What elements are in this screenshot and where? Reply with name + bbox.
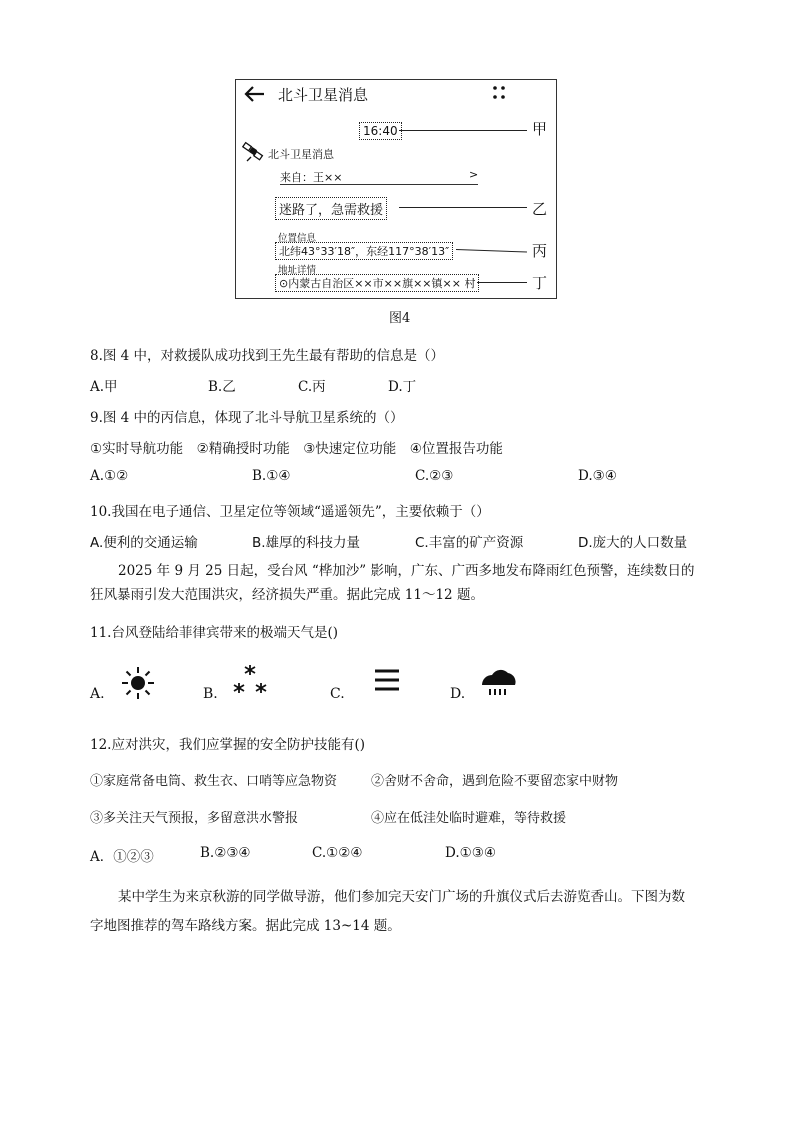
satellite-icon [242, 141, 266, 167]
q12-choice-1: ①家庭常备电筒、救生衣、口哨等应急物资 [90, 774, 338, 789]
q8-option-a[interactable]: A.甲 [90, 379, 118, 395]
sender-underline [280, 184, 478, 185]
back-arrow-icon[interactable] [244, 84, 266, 108]
q9-option-c[interactable]: C.②③ [415, 468, 454, 484]
q12-choice-2: ②舍财不舍命，遇到危险不要留恋家中财物 [371, 774, 619, 789]
callout-yi: 乙 [532, 200, 548, 218]
q11-option-c-label: C. [330, 686, 345, 702]
q12-stem: 12.应对洪灾，我们应掌握的安全防护技能有() [90, 737, 366, 753]
sender-label: 来自：王×× [280, 171, 343, 184]
q11-stem: 11.台风登陆给菲律宾带来的极端天气是() [90, 625, 339, 641]
message-time: 16:40 [359, 122, 402, 140]
figure-caption: 图4 [389, 311, 411, 326]
q12-choice-4: ④应在低洼处临时避难，等待救援 [371, 811, 567, 826]
figure-4-phone-screen [235, 79, 557, 299]
q10-option-d[interactable]: D.庞大的人口数量 [578, 535, 688, 551]
callout-ding: 丁 [532, 274, 548, 292]
callout-bing: 丙 [532, 242, 548, 260]
rain-icon [478, 665, 518, 701]
q12-choice-3: ③多关注天气预报，多留意洪水警报 [90, 811, 299, 826]
address-value: 内蒙古自治区××市××旗××镇×× 村 [288, 277, 476, 290]
snow-icon [230, 663, 270, 699]
sender-chevron-icon[interactable]: > [469, 168, 479, 181]
q10-option-a[interactable]: A.便利的交通运输 [90, 535, 198, 551]
callout-line-ding [477, 282, 527, 283]
passage1-line1: 2025 年 9 月 25 日起，受台风 “桦加沙” 影响，广东、广西多地发布降雨红色预警，连续数日的 [118, 563, 695, 579]
q8-option-c[interactable]: C.丙 [298, 379, 326, 395]
passage2-line1: 某中学生为来京秋游的同学做导游，他们参加完天安门广场的升旗仪式后去游览香山。下图为数 [118, 889, 685, 905]
q10-stem: 10.我国在电子通信、卫星定位等领域“遥遥领先”，主要依赖于（） [90, 504, 490, 520]
passage1-line2: 狂风暴雨引发大范围洪灾，经济损失严重。据此完成 11～12 题。 [90, 587, 484, 603]
location-pin-icon: ⊙ [279, 277, 289, 290]
q11-option-d-label: D. [450, 686, 466, 702]
callout-line-yi [399, 207, 527, 208]
app-label: 北斗卫星消息 [268, 148, 334, 161]
message-text: 迷路了，急需救援 [275, 197, 387, 220]
location-label: 位置信息 [278, 233, 317, 244]
sun-icon [120, 665, 156, 701]
callout-line-bing [456, 249, 527, 252]
q8-option-b[interactable]: B.乙 [208, 379, 236, 395]
q12-option-c[interactable]: C.①②④ [312, 845, 363, 861]
address-label: 地址详情 [278, 265, 317, 276]
q9-choices: ①实时导航功能 ②精确授时功能 ③快速定位功能 ④位置报告功能 [90, 441, 503, 457]
callout-line-jia [399, 130, 527, 131]
q9-option-b[interactable]: B.①④ [252, 468, 291, 484]
q12-option-d[interactable]: D.①③④ [445, 845, 496, 861]
header-title: 北斗卫星消息 [278, 86, 369, 104]
address-value-box [275, 274, 479, 292]
q12-option-b[interactable]: B.②③④ [200, 845, 251, 861]
q8-stem: 8.图 4 中，对救援队成功找到王先生最有帮助的信息是（） [90, 348, 445, 364]
q9-stem: 9.图 4 中的丙信息，体现了北斗导航卫星系统的（） [90, 410, 404, 426]
q10-option-c[interactable]: C.丰富的矿产资源 [415, 535, 524, 551]
fog-icon [372, 667, 402, 693]
q10-option-b[interactable]: B.雄厚的科技力量 [252, 535, 361, 551]
q11-option-b-label: B. [203, 686, 218, 702]
q9-option-d[interactable]: D.③④ [578, 468, 617, 484]
callout-jia: 甲 [532, 120, 548, 138]
more-icon[interactable] [491, 85, 507, 105]
q9-option-a[interactable]: A.①② [90, 468, 129, 484]
q8-option-d[interactable]: D.丁 [388, 379, 417, 395]
q11-option-a-label: A. [90, 686, 105, 702]
location-value: 北纬43°33′18″，东经117°38′13″ [275, 242, 453, 260]
q12-option-a[interactable]: A．①②③ [90, 849, 154, 865]
passage2-line2: 字地图推荐的驾车路线方案。据此完成 13~14 题。 [90, 918, 401, 934]
